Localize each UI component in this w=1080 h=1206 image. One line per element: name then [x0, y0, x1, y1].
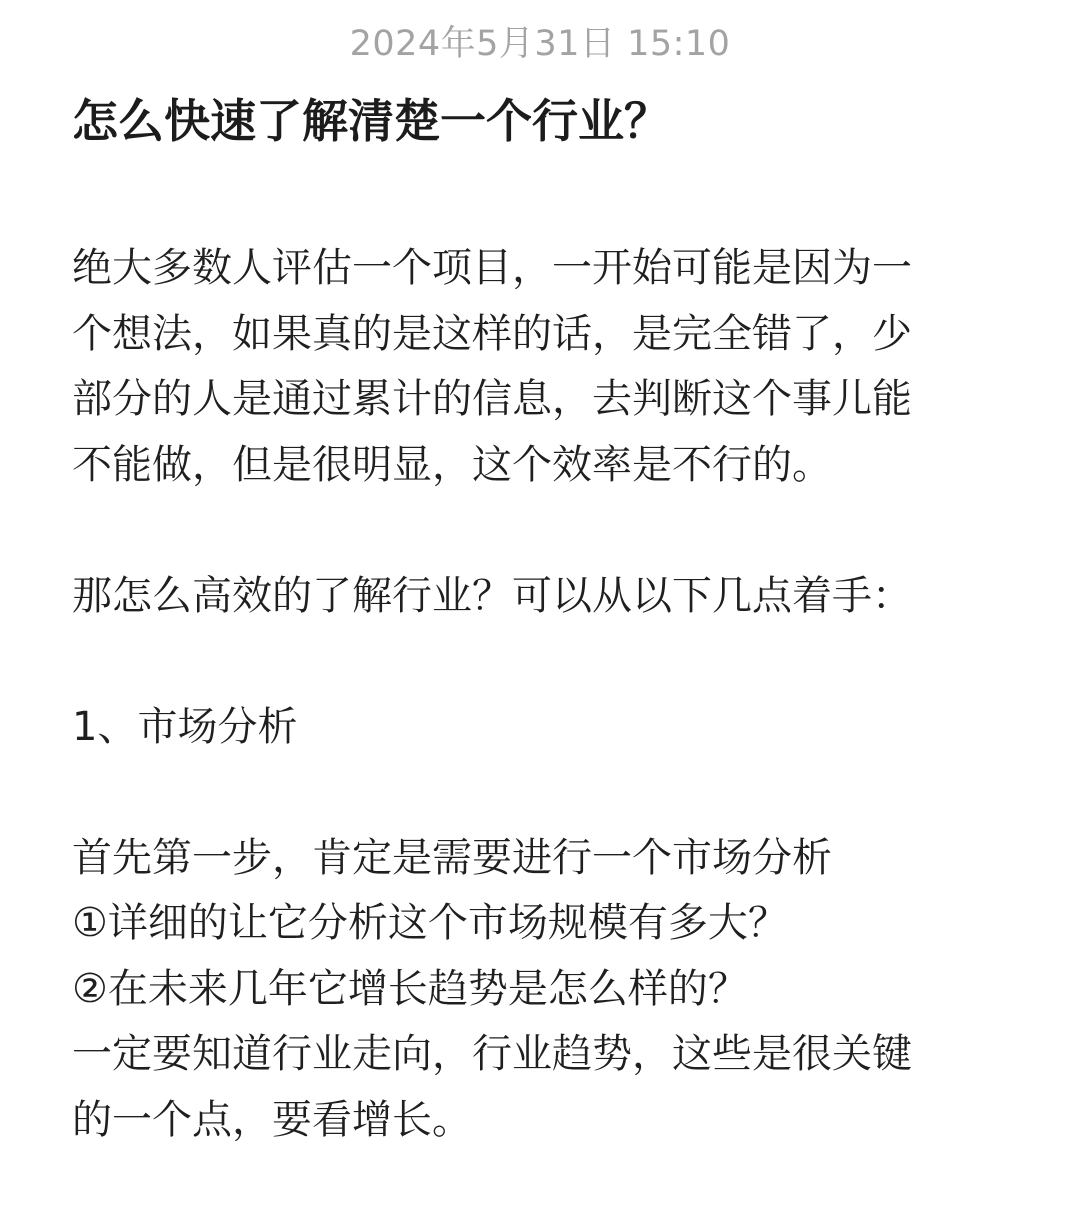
paragraph-line: 那怎么高效的了解行业？可以从以下几点着手：: [72, 572, 912, 619]
note-title: 怎么快速了解清楚一个行业？: [72, 94, 670, 148]
paragraph-line: 不能做，但是很明显，这个效率是不行的。: [72, 441, 832, 488]
paragraph-line: 一定要知道行业走向，行业趋势，这些是很关键: [72, 1031, 912, 1077]
blank-line: [72, 760, 1012, 826]
paragraph-line: 部分的人是通过累计的信息，去判断这个事儿能: [72, 376, 912, 422]
paragraph-line: 首先第一步，肯定是需要进行一个市场分析: [72, 834, 832, 881]
list-item: ②在未来几年它增长趋势是怎么样的？: [72, 965, 748, 1012]
list-item: ①详细的让它分析这个市场规模有多大？: [72, 900, 788, 946]
blank-line: [72, 629, 1012, 695]
blank-line: [72, 498, 1012, 564]
note-timestamp: 2024年5月31日 15:10: [349, 24, 731, 64]
paragraph-line: 绝大多数人评估一个项目，一开始可能是因为一: [72, 245, 912, 291]
section-heading: 1、市场分析: [72, 703, 298, 750]
note-body[interactable]: [72, 236, 1012, 1153]
paragraph-line: 的一个点，要看增长。: [72, 1096, 472, 1143]
paragraph-line: 个想法，如果真的是这样的话，是完全错了，少: [72, 310, 912, 357]
